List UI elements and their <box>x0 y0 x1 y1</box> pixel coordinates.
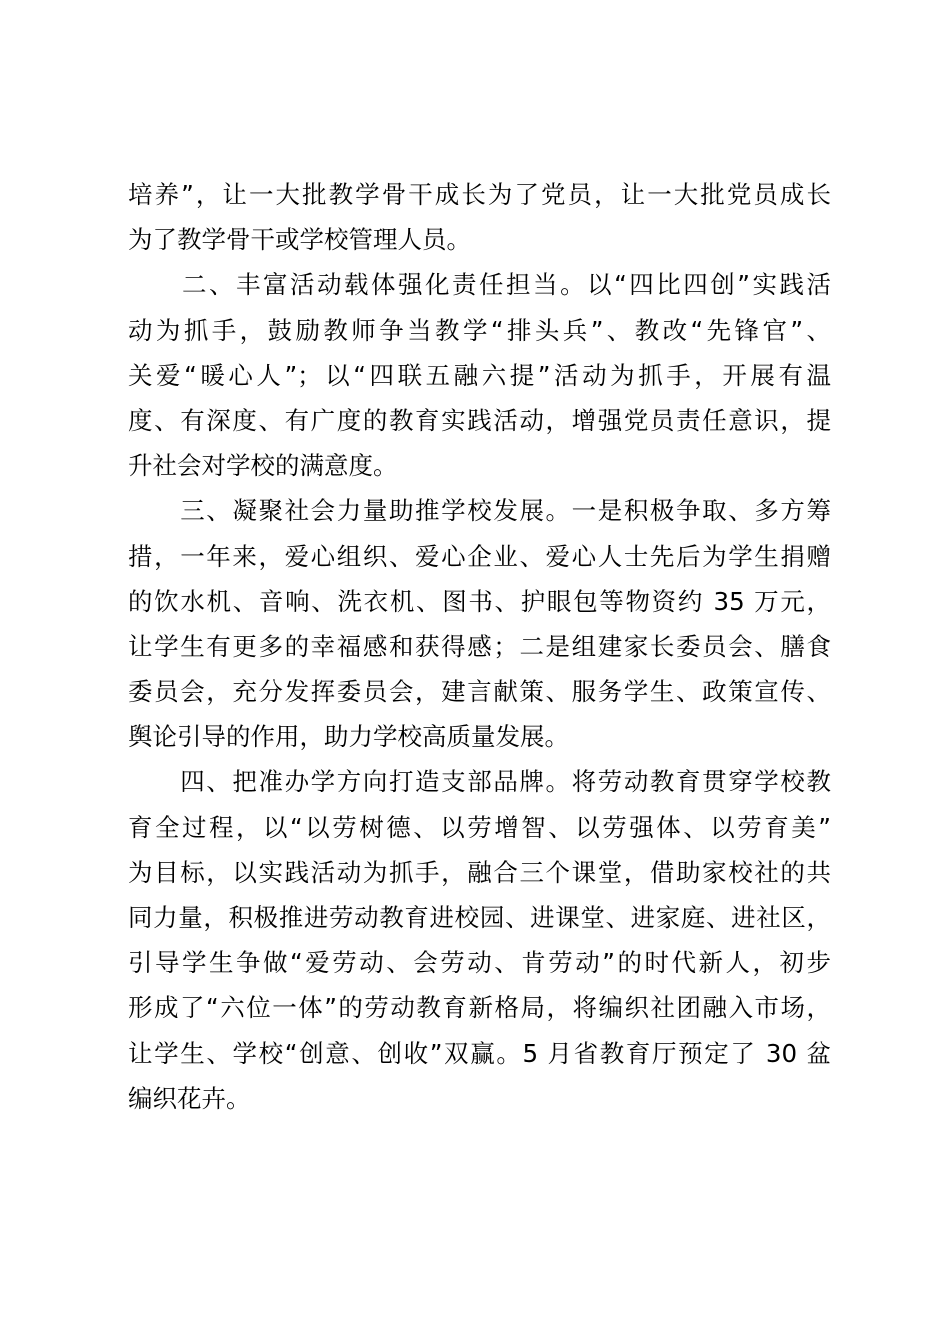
text-line: 舆论引导的作用，助力学校高质量发展。 <box>128 722 569 752</box>
paragraph-4 <box>128 759 831 1121</box>
text-line: 为目标，以实践活动为抓手，融合三个课堂，借助家校社的共 <box>128 857 831 887</box>
text-line: 为了教学骨干或学校管理人员。 <box>128 225 471 255</box>
text-line: 育全过程，以“以劳树德、以劳增智、以劳强体、以劳育美” <box>128 812 831 842</box>
paragraph-2 <box>128 262 831 488</box>
text-line: 三、凝聚社会力量助推学校发展。一是积极争取、多方筹 <box>128 496 831 526</box>
paragraph-3 <box>128 488 831 759</box>
text-line: 升社会对学校的满意度。 <box>128 451 398 481</box>
text-line: 度、有深度、有广度的教育实践活动，增强党员责任意识，提 <box>128 405 831 435</box>
document-body <box>128 172 831 1121</box>
text-line: 让学生有更多的幸福感和获得感；二是组建家长委员会、膳食 <box>128 631 831 661</box>
text-line: 让学生、学校“创意、创收”双赢。5 月省教育厅预定了 30 盆 <box>128 1038 831 1068</box>
text-line: 编织花卉。 <box>128 1083 251 1113</box>
text-line: 的饮水机、音响、洗衣机、图书、护眼包等物资约 35 万元， <box>128 586 831 616</box>
text-line: 培养”，让一大批教学骨干成长为了党员，让一大批党员成长 <box>128 180 831 209</box>
text-line: 动为抓手，鼓励教师争当教学“排头兵”、教改“先锋官”、 <box>128 315 831 345</box>
text-line: 委员会，充分发挥委员会，建言献策、服务学生、政策宣传、 <box>128 677 831 707</box>
text-line: 四、把准办学方向打造支部品牌。将劳动教育贯穿学校教 <box>128 767 831 797</box>
text-line: 形成了“六位一体”的劳动教育新格局，将编织社团融入市场， <box>128 993 831 1023</box>
text-line: 引导学生争做“爱劳动、会劳动、肯劳动”的时代新人，初步 <box>128 948 831 978</box>
text-line: 同力量，积极推进劳动教育进校园、进课堂、进家庭、进社区， <box>128 903 831 932</box>
text-line: 二、丰富活动载体强化责任担当。以“四比四创”实践活 <box>128 270 831 300</box>
text-line: 措，一年来，爱心组织、爱心企业、爱心人士先后为学生捐赠 <box>128 541 831 571</box>
paragraph-1 <box>128 172 831 262</box>
text-line: 关爱“暖心人”；以“四联五融六提”活动为抓手，开展有温 <box>128 360 831 390</box>
